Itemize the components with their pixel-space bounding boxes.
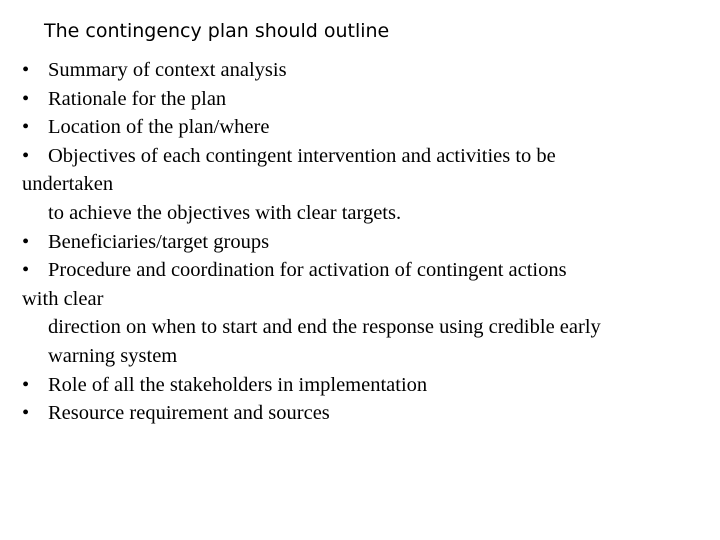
bullet-item: [22, 228, 712, 257]
bullet-text: Objectives of each contingent intervention and activities to be: [48, 144, 556, 167]
bullet-icon: •: [22, 402, 30, 425]
bullet-continuation: with clear: [22, 287, 104, 310]
bullet-icon: •: [22, 230, 30, 253]
bullet-icon: •: [22, 144, 30, 167]
slide-title: The contingency plan should outline: [44, 20, 390, 42]
bullet-text: Procedure and coordination for activation of contingent actions: [48, 259, 567, 282]
bullet-item: [22, 85, 712, 114]
bullet-text: Resource requirement and sources: [48, 402, 330, 425]
bullet-continuation: direction on when to start and end the response using credible early: [48, 316, 601, 339]
bullet-icon: •: [22, 116, 30, 139]
bullet-text: Beneficiaries/target groups: [48, 230, 270, 253]
bullet-icon: •: [22, 87, 30, 110]
bullet-item: [22, 399, 712, 428]
bullet-text: Summary of context analysis: [48, 59, 287, 81]
bullet-icon: •: [22, 59, 30, 81]
bullet-continuation: undertaken: [22, 173, 114, 196]
bullet-item: [22, 113, 712, 142]
bullet-icon: •: [22, 259, 30, 282]
bullet-continuation: warning system: [48, 344, 178, 367]
bullet-item: [22, 371, 712, 400]
bullet-item: [22, 142, 712, 171]
bullet-continuation: to achieve the objectives with clear targets.: [48, 201, 402, 224]
bullet-text: Location of the plan/where: [48, 116, 270, 139]
bullet-item: [22, 256, 712, 285]
bullet-icon: •: [22, 373, 30, 396]
bullet-item: [22, 56, 712, 85]
bullet-text: Role of all the stakeholders in implementation: [48, 373, 428, 396]
bullet-list: [22, 56, 712, 428]
bullet-text: Rationale for the plan: [48, 87, 227, 110]
